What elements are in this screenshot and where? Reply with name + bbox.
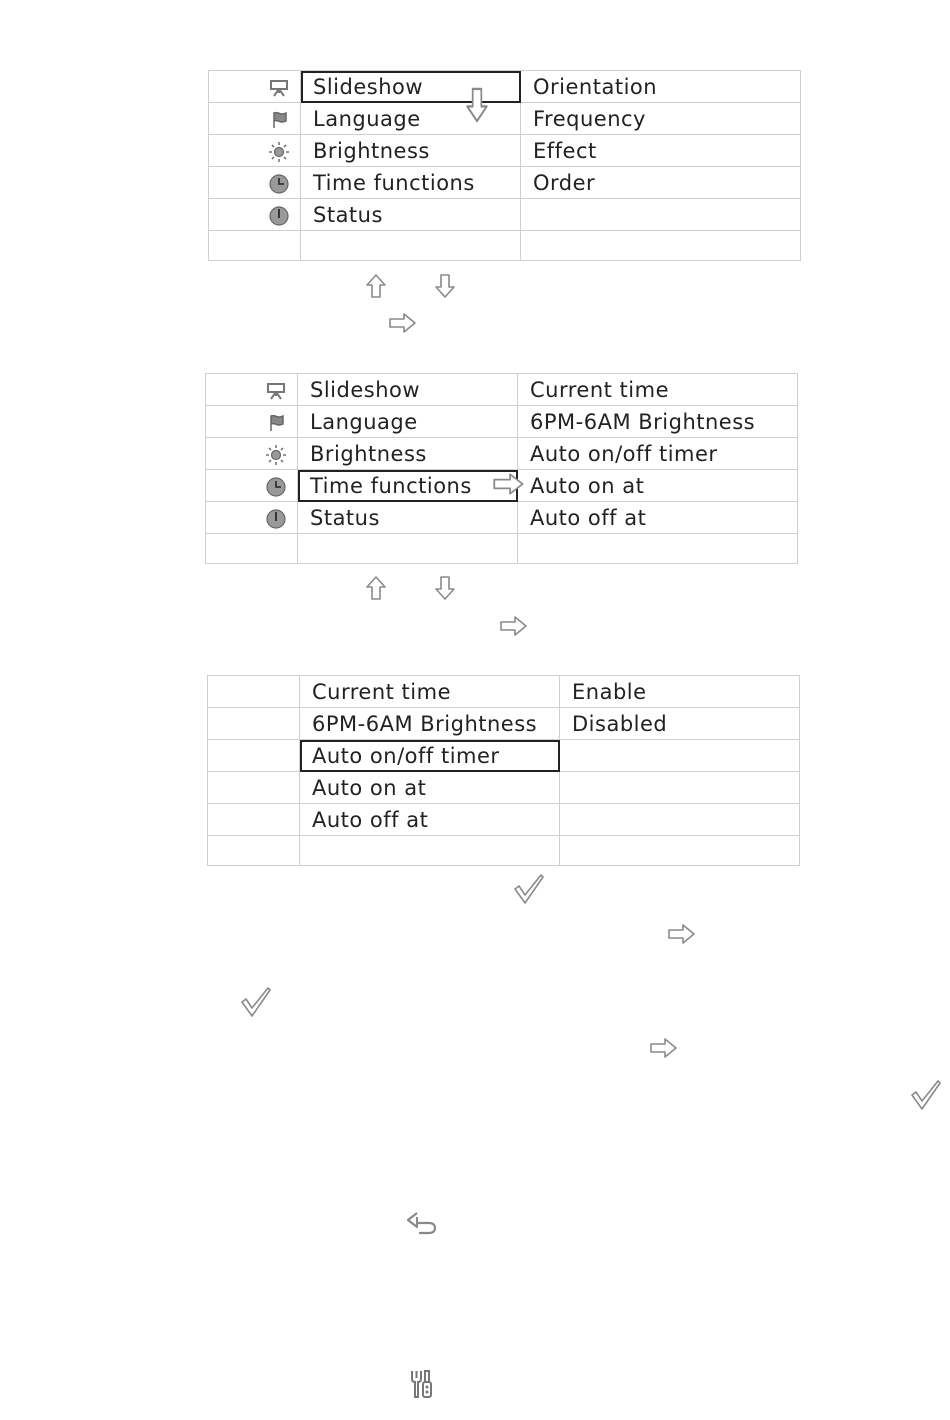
status-icon: [206, 502, 298, 534]
menu-row[interactable]: [209, 71, 801, 103]
arrow-right-icon: [499, 614, 529, 638]
checkmark-icon: [513, 872, 545, 906]
submenu-item-auto-on-at[interactable]: Auto on at: [518, 470, 798, 502]
option-enable[interactable]: Enable: [560, 676, 800, 708]
menu-row[interactable]: [208, 708, 800, 740]
checkmark-icon: [240, 985, 272, 1019]
menu-item-slideshow[interactable]: Slideshow: [301, 71, 521, 103]
submenu-item-auto-off-at[interactable]: Auto off at: [518, 502, 798, 534]
menu-row[interactable]: [209, 167, 801, 199]
menu-item-auto-on-at[interactable]: Auto on at: [300, 772, 560, 804]
menu-row[interactable]: [206, 502, 798, 534]
menu-row-blank: [208, 836, 800, 866]
menu-item-auto-off-at[interactable]: Auto off at: [300, 804, 560, 836]
menu-item-brightness[interactable]: Brightness: [298, 438, 518, 470]
menu-item-current-time[interactable]: Current time: [300, 676, 560, 708]
menu-row[interactable]: [206, 438, 798, 470]
arrow-up-icon: [364, 572, 388, 604]
arrow-right-icon: [649, 1036, 679, 1060]
slideshow-icon: [209, 71, 301, 103]
submenu-item-frequency[interactable]: Frequency: [521, 103, 801, 135]
language-flag-icon: [206, 406, 298, 438]
menu-item-slideshow[interactable]: Slideshow: [298, 374, 518, 406]
brightness-sun-icon: [209, 135, 301, 167]
submenu-item-orientation[interactable]: Orientation: [521, 71, 801, 103]
option-empty: [560, 804, 800, 836]
submenu-item-empty: [521, 199, 801, 231]
submenu-item-auto-on-off-timer[interactable]: Auto on/off timer: [518, 438, 798, 470]
arrow-up-icon: [364, 270, 388, 302]
menu-row[interactable]: [209, 199, 801, 231]
menu-item-6pm-6am-brightness[interactable]: 6PM-6AM Brightness: [300, 708, 560, 740]
menu-row[interactable]: [206, 374, 798, 406]
menu-item-language[interactable]: Language: [301, 103, 521, 135]
menu-table-3: [207, 675, 800, 866]
menu-table-2: [205, 373, 798, 564]
menu-row[interactable]: [208, 676, 800, 708]
status-icon: [209, 199, 301, 231]
submenu-item-current-time[interactable]: Current time: [518, 374, 798, 406]
option-disabled[interactable]: Disabled: [560, 708, 800, 740]
menu-item-auto-on-off-timer[interactable]: Auto on/off timer: [300, 740, 560, 772]
brightness-sun-icon: [206, 438, 298, 470]
menu-item-brightness[interactable]: Brightness: [301, 135, 521, 167]
arrow-right-icon: [492, 471, 526, 497]
arrow-down-icon: [433, 270, 457, 302]
menu-row-blank: [206, 534, 798, 564]
menu-row[interactable]: [209, 135, 801, 167]
settings-tools-icon: [408, 1369, 434, 1399]
submenu-item-order[interactable]: Order: [521, 167, 801, 199]
language-flag-icon: [209, 103, 301, 135]
menu-row[interactable]: [208, 772, 800, 804]
arrow-down-icon: [433, 572, 457, 604]
menu-item-language[interactable]: Language: [298, 406, 518, 438]
arrow-down-icon: [464, 86, 490, 124]
menu-row[interactable]: [208, 740, 800, 772]
menu-table-1: [208, 70, 801, 261]
menu-row[interactable]: [206, 406, 798, 438]
submenu-item-6pm-6am-brightness[interactable]: 6PM-6AM Brightness: [518, 406, 798, 438]
menu-item-time-functions[interactable]: Time functions: [298, 470, 518, 502]
option-empty: [560, 740, 800, 772]
arrow-right-icon: [667, 922, 697, 946]
clock-icon: [209, 167, 301, 199]
back-return-icon: [405, 1210, 441, 1236]
menu-item-time-functions[interactable]: Time functions: [301, 167, 521, 199]
option-empty: [560, 772, 800, 804]
menu-row-blank: [209, 231, 801, 261]
menu-item-status[interactable]: Status: [301, 199, 521, 231]
menu-item-status[interactable]: Status: [298, 502, 518, 534]
submenu-item-effect[interactable]: Effect: [521, 135, 801, 167]
arrow-right-icon: [388, 311, 418, 335]
menu-row[interactable]: [209, 103, 801, 135]
clock-icon: [206, 470, 298, 502]
checkmark-icon: [910, 1078, 942, 1112]
slideshow-icon: [206, 374, 298, 406]
menu-row[interactable]: [208, 804, 800, 836]
